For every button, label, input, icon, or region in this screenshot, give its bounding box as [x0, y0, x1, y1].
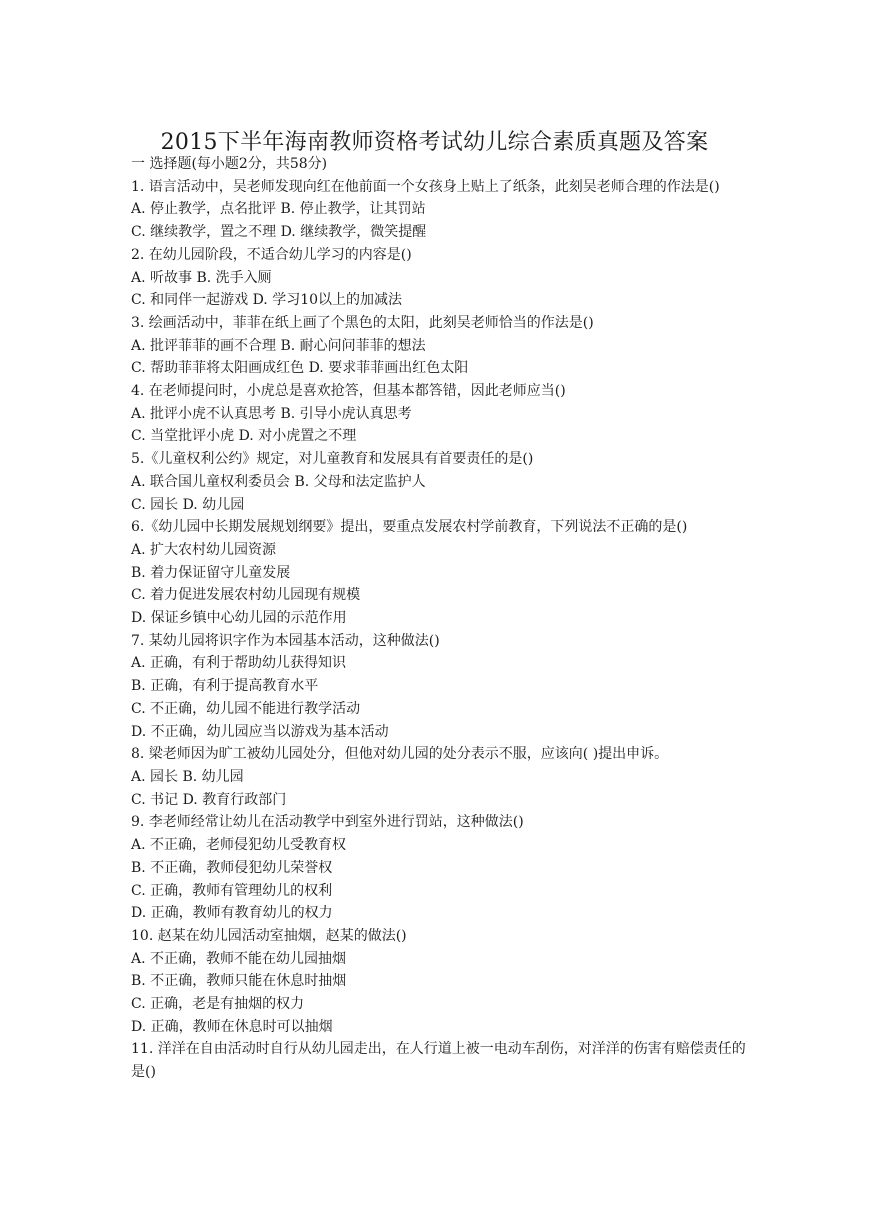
text-line: C. 正确，老是有抽烟的权力	[131, 996, 305, 1013]
text-line: A. 扩大农村幼儿园资源	[131, 541, 277, 558]
text-line: B. 不正确，教师侵犯幼儿荣誉权	[131, 859, 333, 876]
text-line: 7. 某幼儿园将识字作为本园基本活动，这种做法()	[131, 632, 440, 649]
text-line: C. 书记 D. 教育行政部门	[131, 791, 287, 808]
text-line: C. 正确，教师有管理幼儿的权利	[131, 882, 333, 899]
text-line: A. 批评菲菲的画不合理 B. 耐心问问菲菲的想法	[131, 337, 426, 354]
text-line: A. 不正确，教师不能在幼儿园抽烟	[131, 950, 347, 967]
section-heading: 一 选择题(每小题2分，共58分)	[131, 156, 328, 172]
text-line: A. 正确，有利于帮助幼儿获得知识	[131, 655, 347, 672]
text-line: 5.《儿童权利公约》规定，对儿童教育和发展具有首要责任的是()	[131, 451, 534, 468]
text-line: C. 着力促进发展农村幼儿园现有规模	[131, 587, 361, 604]
text-line: 11. 洋洋在自由活动时自行从幼儿园走出，在人行道上被一电动车刮伤，对洋洋的伤害有赔偿责任的是()	[131, 1041, 746, 1081]
text-line: C. 和同伴一起游戏 D. 学习10以上的加减法	[131, 292, 403, 309]
text-line: 4. 在老师提问时，小虎总是喜欢抢答，但基本都答错，因此老师应当()	[131, 383, 566, 400]
text-line: 10. 赵某在幼儿园活动室抽烟，赵某的做法()	[131, 927, 407, 944]
text-line: C. 继续教学，置之不理 D. 继续教学，微笑提醒	[131, 224, 427, 241]
text-line: 8. 梁老师因为旷工被幼儿园处分，但他对幼儿园的处分表示不服，应该向( )提出申诉。	[131, 746, 669, 763]
text-line: 2. 在幼儿园阶段，不适合幼儿学习的内容是()	[131, 246, 412, 263]
text-line: A. 联合国儿童权利委员会 B. 父母和法定监护人	[131, 473, 426, 490]
text-line: A. 听故事 B. 洗手入厕	[131, 269, 272, 286]
text-line: D. 正确，教师在休息时可以抽烟	[131, 1018, 333, 1035]
text-line: A. 园长 B. 幼儿园	[131, 768, 244, 785]
document-body	[131, 153, 751, 1084]
text-line: 1. 语言活动中，吴老师发现向红在他前面一个女孩身上贴上了纸条，此刻吴老师合理的作法是()	[131, 178, 720, 195]
text-line: C. 园长 D. 幼儿园	[131, 496, 245, 513]
text-line: A. 不正确，老师侵犯幼儿受教育权	[131, 837, 347, 854]
text-line: A. 批评小虎不认真思考 B. 引导小虎认真思考	[131, 405, 412, 422]
text-line: A. 停止教学，点名批评 B. 停止教学，让其罚站	[131, 201, 426, 218]
text-line: 6.《幼儿园中长期发展规划纲要》提出，要重点发展农村学前教育，下列说法不正确的是()	[131, 519, 688, 536]
text-line: C. 帮助菲菲将太阳画成红色 D. 要求菲菲画出红色太阳	[131, 360, 469, 377]
text-line: 9. 李老师经常让幼儿在活动教学中到室外进行罚站，这种做法()	[131, 814, 524, 831]
text-line: D. 保证乡镇中心幼儿园的示范作用	[131, 610, 347, 627]
document-title: 2015下半年海南教师资格考试幼儿综合素质真题及答案	[160, 129, 709, 155]
text-line: D. 正确，教师有教育幼儿的权力	[131, 905, 333, 922]
text-line: B. 正确，有利于提高教育水平	[131, 678, 319, 695]
text-line: C. 当堂批评小虎 D. 对小虎置之不理	[131, 428, 357, 445]
text-line: B. 着力保证留守儿童发展	[131, 564, 291, 581]
text-line: D. 不正确，幼儿园应当以游戏为基本活动	[131, 723, 389, 740]
text-line: B. 不正确，教师只能在休息时抽烟	[131, 973, 347, 990]
text-line: C. 不正确，幼儿园不能进行教学活动	[131, 700, 361, 717]
text-line: 3. 绘画活动中，菲菲在纸上画了个黑色的太阳，此刻吴老师恰当的作法是()	[131, 314, 594, 331]
